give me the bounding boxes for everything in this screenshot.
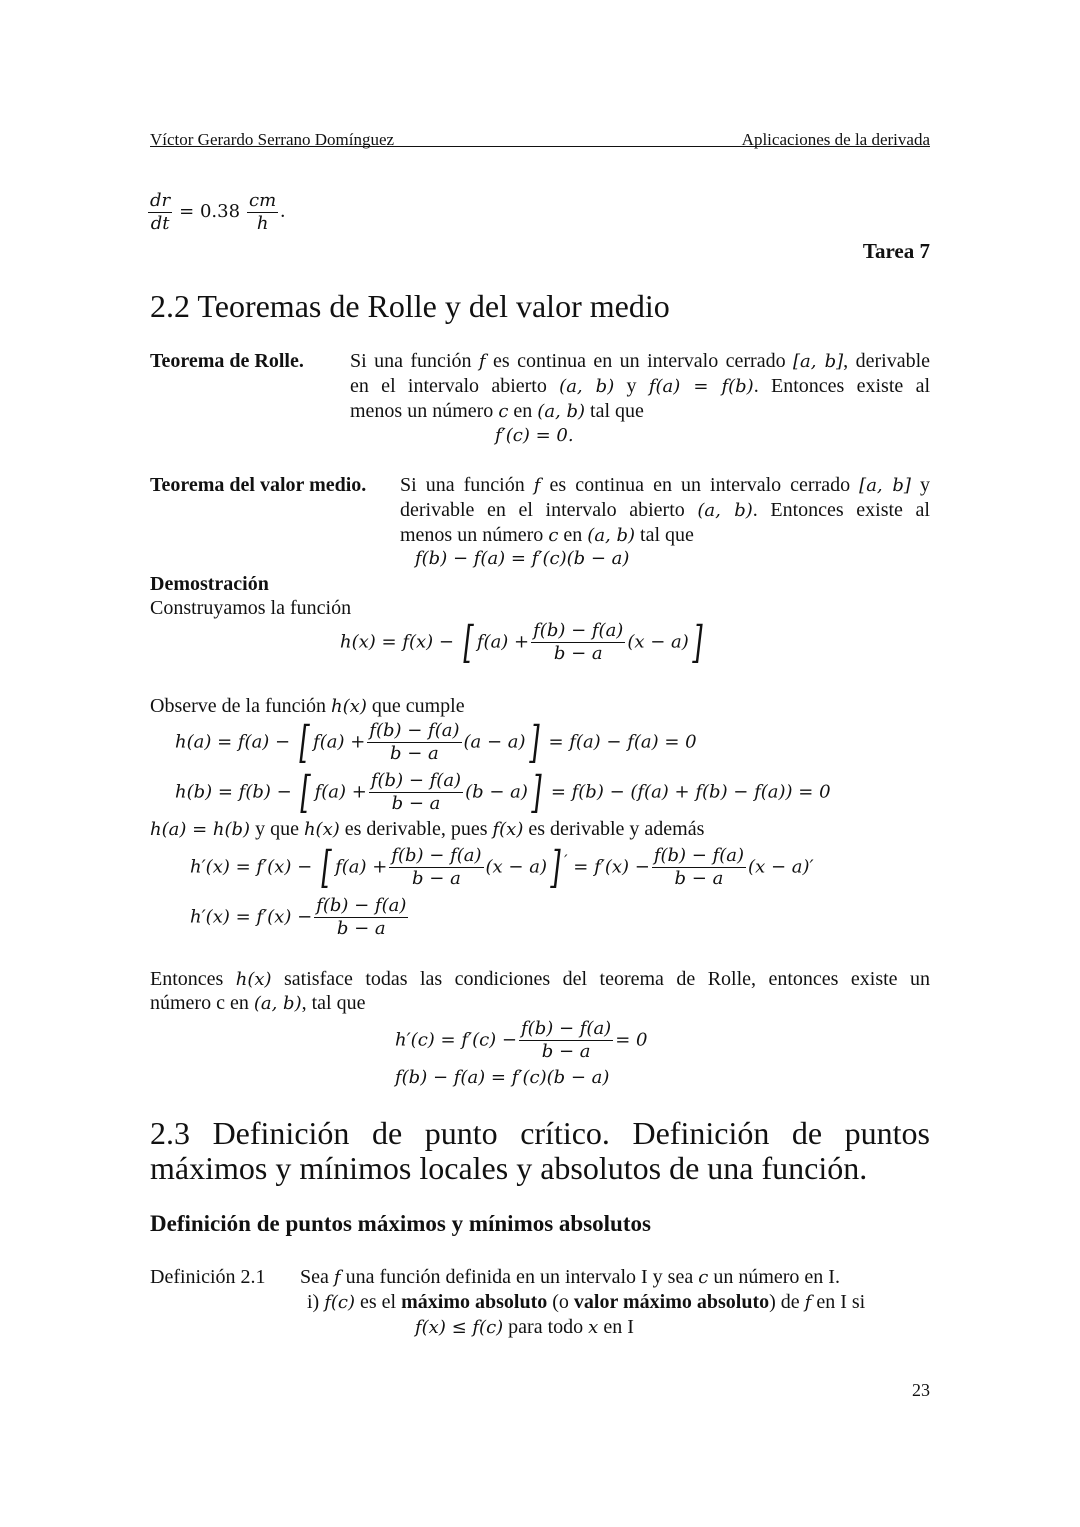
t: es derivable, pues: [339, 818, 493, 840]
t: número c en: [150, 992, 254, 1014]
t: (x − a)′: [748, 856, 814, 878]
tarea-label: Tarea 7: [862, 239, 930, 263]
t: , tal que: [301, 992, 366, 1014]
frac-den: b − a: [390, 743, 439, 764]
frac-num: f(b) − f(a): [370, 770, 462, 791]
hprime-equation-1: h′(x) = f′(x) − [ f(a) + $\frac{f(b) - f(a)}{b - a}$ (x − a)] ′ = f′(x) − $\frac{f(b) - f(a)}{b - a}$ (x − a)′: [190, 841, 814, 893]
t: en: [508, 400, 538, 422]
frac-den: b − a: [336, 918, 386, 939]
t: (x − a): [485, 856, 547, 878]
hx-definition: h(x) = f(x) − [ f(a) + $\frac{f(b) - f(a)}{b - a}$ (x − a)]: [340, 616, 703, 668]
def-line-1: [300, 1265, 840, 1290]
hc-equation: [395, 1018, 647, 1063]
rate-formula: [146, 190, 285, 235]
t: (a − a): [463, 731, 526, 753]
m: f(x) ≤ f(c): [415, 1317, 504, 1338]
t: y que: [250, 818, 304, 840]
m: h(x): [235, 969, 272, 990]
t: h(b) = f(b) −: [175, 781, 292, 803]
prime: ′: [564, 851, 568, 870]
rolle-label: Teorema de Rolle.: [150, 350, 304, 372]
t: una función definida en un intervalo I y sea: [340, 1266, 699, 1288]
t: (b − a): [465, 781, 528, 803]
frac-den: b − a: [541, 1041, 591, 1062]
m: (a, b): [559, 376, 615, 397]
m: h(x): [331, 696, 367, 717]
observe-text: [150, 694, 465, 719]
t: h(a) = f(a) −: [175, 731, 291, 753]
t: en I: [598, 1316, 634, 1338]
frac-den: dt: [150, 213, 170, 234]
t: h′(x) = f′(x) −: [190, 906, 313, 928]
m: c: [548, 525, 559, 546]
t: f(a) +: [476, 631, 530, 653]
t: Sea: [300, 1266, 334, 1288]
t: un número en I.: [708, 1266, 840, 1288]
t: tal que: [585, 400, 644, 422]
frac-den: h: [256, 213, 269, 234]
t: f(a) +: [314, 781, 367, 803]
t: es derivable y además: [523, 818, 705, 840]
t: tal que: [635, 524, 694, 546]
t: (o: [547, 1291, 574, 1313]
frac-num: f(b) − f(a): [369, 720, 460, 741]
demo-title: Demostración: [150, 573, 269, 595]
t: para todo: [503, 1316, 589, 1338]
period: .: [280, 200, 286, 223]
t: valor máximo absoluto: [573, 1291, 770, 1313]
frac-num: f(b) − f(a): [521, 1018, 612, 1039]
m: (a, b): [587, 525, 636, 546]
t: . Entonces existe al: [752, 499, 930, 521]
then-line-1: [150, 967, 930, 992]
t: es continua en un intervalo cerrado: [485, 350, 793, 372]
header-author: Víctor Gerardo Serrano Domínguez: [150, 130, 395, 149]
def-line-3: [415, 1315, 634, 1340]
m: f(x): [492, 819, 524, 840]
frac-num: f(b) − f(a): [316, 895, 407, 916]
t: . Entonces existe al: [753, 375, 931, 397]
t: y: [626, 375, 649, 397]
frac-den: b − a: [674, 868, 724, 889]
m: (a, b): [697, 500, 753, 521]
t: es el: [355, 1291, 402, 1313]
tvm-label: Teorema del valor medio.: [150, 474, 367, 496]
tvm-line-3: [400, 523, 694, 548]
m: f: [804, 1292, 812, 1313]
tvm-line-2: [400, 498, 930, 523]
m: (a, b): [253, 993, 302, 1014]
t: Si una función: [400, 474, 534, 496]
frac-den: b − a: [412, 868, 461, 889]
m: f: [533, 475, 541, 496]
m: (a, b): [537, 401, 586, 422]
t: en: [558, 524, 588, 546]
t: f(a) +: [335, 856, 388, 878]
m: f(c): [324, 1292, 356, 1313]
t: máximo absoluto: [401, 1291, 548, 1313]
t: = f′(x) −: [573, 856, 650, 878]
def-line-2: [307, 1290, 865, 1315]
frac-num: cm: [249, 190, 277, 211]
m: f: [478, 351, 486, 372]
frac-num: f(b) − f(a): [533, 620, 624, 641]
t: Observe de la función: [150, 695, 332, 717]
t: f(a) +: [313, 731, 366, 753]
construct-text: Construyamos la función: [150, 597, 352, 619]
t: en I si: [811, 1291, 866, 1313]
definition-2-1-label: Definición 2.1: [150, 1266, 266, 1288]
frac-num: f(b) − f(a): [391, 845, 482, 866]
m: c: [498, 401, 509, 422]
frac-num: dr: [150, 190, 171, 211]
hprime-equation-2: [190, 895, 410, 940]
m: f(a) = f(b): [648, 376, 754, 397]
t: que cumple: [366, 695, 465, 717]
page-number: 23: [912, 1380, 930, 1400]
t: menos un número: [350, 400, 499, 422]
eq: = 0.38: [179, 201, 241, 223]
rolle-line-1: [350, 349, 930, 374]
frac-num: f(b) − f(a): [653, 845, 745, 866]
t: = 0: [615, 1029, 648, 1051]
then-line-2: [150, 991, 365, 1016]
ha-equation: h(a) = f(a) − [ f(a) + $\frac{f(b) - f(a)}{b - a}$ (a − a)] = f(a) − f(a) = 0: [175, 716, 697, 768]
t: (x − a): [627, 631, 689, 653]
final-equation: f(b) − f(a) = f′(c)(b − a): [395, 1067, 610, 1088]
rolle-equation: f′(c) = 0.: [495, 425, 574, 446]
t: y: [910, 474, 930, 496]
t: en el intervalo abierto: [350, 375, 560, 397]
section-2-3-heading-line-2: máximos y mínimos locales y absolutos de una función.: [150, 1150, 868, 1186]
section-2-2-heading: 2.2 Teoremas de Rolle y del valor medio: [150, 288, 670, 324]
t: = f(a) − f(a) = 0: [548, 731, 697, 753]
t: satisface todas las condiciones del teorema de Rolle, entonces existe un: [284, 968, 930, 990]
t: , derivable: [843, 350, 930, 372]
m: x: [588, 1317, 599, 1338]
m: c: [698, 1267, 709, 1288]
t: = f(b) − (f(a) + f(b) − f(a)) = 0: [550, 781, 831, 803]
frac-den: b − a: [391, 793, 441, 814]
t: Si una función: [350, 350, 479, 372]
rolle-line-3: [350, 399, 644, 424]
t: Entonces: [150, 968, 236, 990]
hb-equation: h(b) = f(b) − [ f(a) + $\frac{f(b) - f(a)}{b - a}$ (b − a)] = f(b) − (f(a) + f(b) − f(a)) = 0: [175, 766, 831, 818]
section-2-3-heading-line-1: 2.3 Definición de punto crítico. Definición de puntos: [150, 1115, 930, 1151]
frac-den: b − a: [553, 643, 603, 664]
subheading-absolute-extrema: Definición de puntos máximos y mínimos absolutos: [150, 1211, 651, 1236]
t: h′(c) = f′(c) −: [395, 1029, 518, 1051]
t: es continua en un intervalo cerrado: [540, 474, 860, 496]
t: i): [307, 1291, 325, 1313]
m: h(x): [303, 819, 340, 840]
page-header: [150, 128, 930, 147]
derivable-line: [150, 817, 704, 842]
m: [a, b]: [859, 475, 911, 496]
m: f: [333, 1267, 341, 1288]
t: h′(x) = f′(x) −: [190, 856, 313, 878]
t: menos un número: [400, 524, 549, 546]
t: derivable en el intervalo abierto: [400, 499, 698, 521]
m: [a, b]: [793, 351, 844, 372]
tvm-equation: f(b) − f(a) = f′(c)(b − a): [415, 548, 630, 569]
m: h(a) = h(b): [150, 819, 251, 840]
t: ) de: [769, 1291, 805, 1313]
header-chapter: Aplicaciones de la derivada: [741, 130, 930, 149]
tvm-line-1: [400, 473, 930, 498]
rolle-line-2: [350, 374, 930, 399]
t: h(x) = f(x) −: [340, 631, 454, 653]
